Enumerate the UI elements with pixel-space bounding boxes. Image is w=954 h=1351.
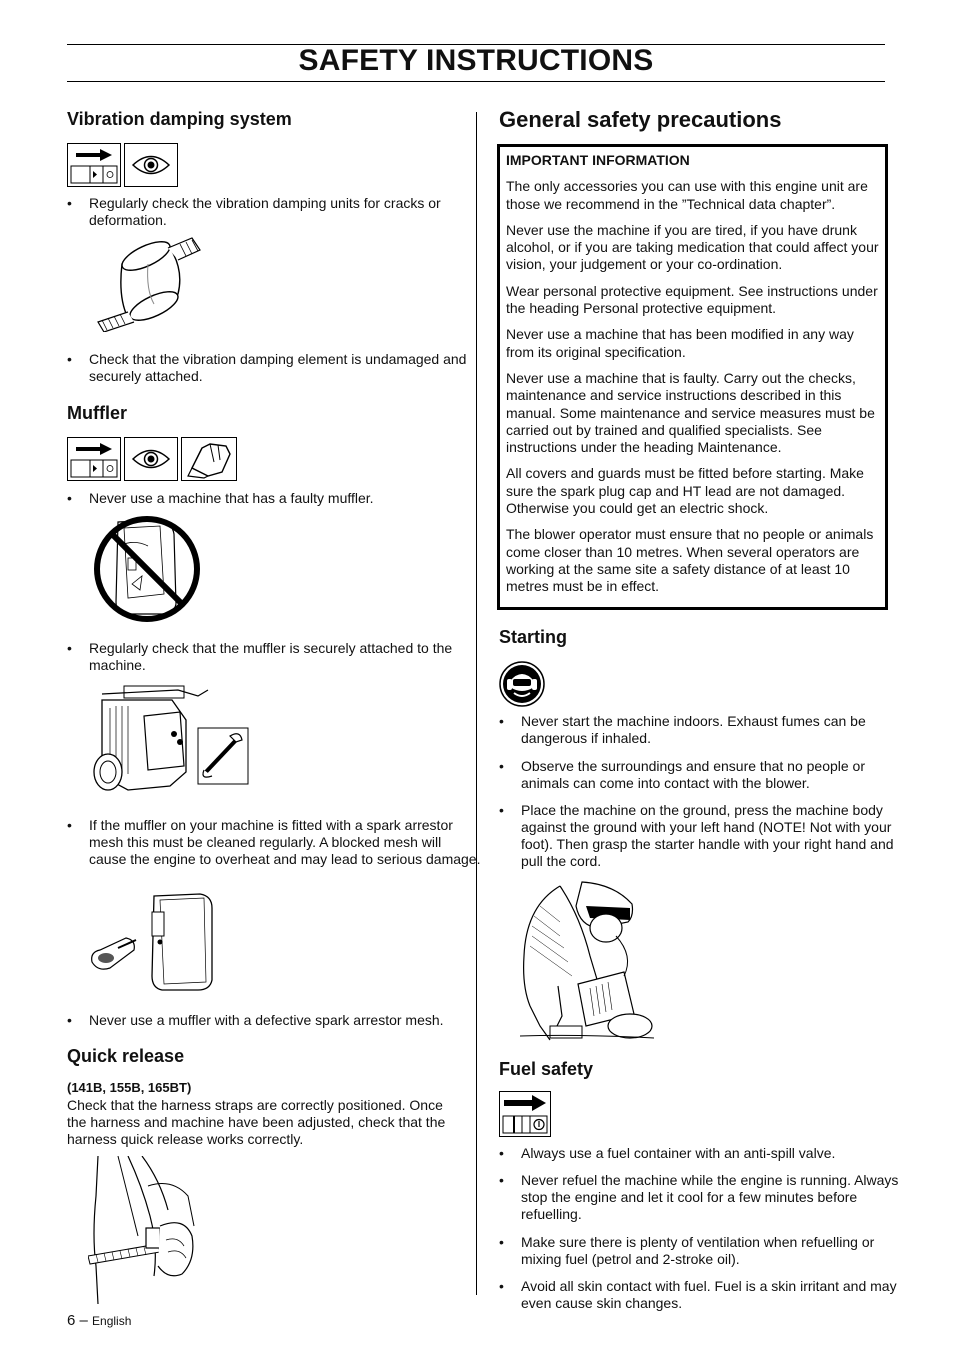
list-item: • Never use a muffler with a defective spark arrestor mesh.: [67, 1012, 481, 1029]
list-item: • Avoid all skin contact with fuel. Fuel is a skin irritant and may even cause skin changes.: [499, 1278, 911, 1312]
page-number: 6: [67, 1312, 76, 1329]
muffler-heading: Muffler: [67, 403, 127, 423]
quick-release-text: Check that the harness straps are correctly positioned. Once the harness and machine have been adjusted, check that the harness quick release works correctly.: [67, 1097, 446, 1147]
vibration-heading: Vibration damping system: [67, 109, 292, 129]
list-item: • Place the machine on the ground, press the machine body against the ground with your left hand (NOTE! Not with your foot). Then grasp the starter handle with your right hand and pull the cord.: [499, 802, 911, 870]
important-information-box: [497, 144, 888, 610]
harness-quick-release-illustration: [88, 1156, 200, 1304]
list-item: • Regularly check the vibration damping units for cracks or deformation.: [67, 195, 481, 229]
list-item: • Never refuel the machine while the engine is running. Always stop the engine and let it cool for a few minutes before refuelling.: [499, 1172, 911, 1223]
important-paragraph: Wear personal protective equipment. See instructions under the heading Personal protective equipment.: [506, 282, 878, 317]
list-item: • Regularly check that the muffler is securely attached to the machine.: [67, 640, 481, 674]
spark-arrestor-illustration: [88, 890, 218, 994]
starting-heading: Starting: [499, 627, 568, 647]
footer-dash: –: [79, 1312, 88, 1329]
list-item: • Observe the surroundings and ensure that no people or animals can come into contact with the blower.: [499, 758, 911, 792]
stop-engine-icon: [499, 1091, 551, 1137]
protective-glove-icon: [181, 437, 237, 481]
list-item: • Make sure there is plenty of ventilation when refuelling or mixing fuel (petrol and 2-stroke oil).: [499, 1234, 911, 1268]
list-item: • Always use a fuel container with an anti-spill valve.: [499, 1145, 911, 1162]
important-paragraph: All covers and guards must be fitted before starting. Make sure the spark plug cap and HT lead are not damaged. Otherwise you could get an electric shock.: [506, 465, 864, 517]
header-rule-bottom: [67, 81, 885, 82]
footer-language: English: [92, 1314, 132, 1328]
important-information-title: IMPORTANT INFORMATION: [506, 152, 690, 168]
general-safety-heading: General safety precautions: [499, 107, 782, 132]
list-item: • Never use a machine that has a faulty muffler.: [67, 490, 481, 507]
important-paragraph: The only accessories you can use with this engine unit are those we recommend in the ”Technical data chapter”.: [506, 178, 868, 212]
faulty-muffler-prohibited-illustration: [88, 514, 206, 624]
list-item: • Check that the vibration damping element is undamaged and securely attached.: [67, 351, 481, 385]
important-paragraph: Never use a machine that has been modified in any way from its original specification.: [506, 326, 854, 360]
important-paragraph: The blower operator must ensure that no people or animals come closer than 10 metres. When several operators are working at the same site a safety distance of at least 10 metres must be in effect.: [506, 526, 874, 595]
fuel-safety-heading: Fuel safety: [499, 1059, 594, 1079]
column-divider: [476, 112, 477, 1295]
stop-engine-icon: [67, 143, 121, 187]
stop-engine-icon: [67, 437, 121, 481]
muffler-attachment-illustration: [88, 680, 253, 798]
vibration-damper-illustration: [88, 234, 208, 332]
inspect-eye-icon: [124, 437, 178, 481]
page-title: SAFETY INSTRUCTIONS: [298, 44, 654, 77]
quick-release-models: (141B, 155B, 165BT): [67, 1080, 192, 1095]
quick-release-heading: Quick release: [67, 1046, 185, 1066]
starting-blower-illustration: [520, 876, 654, 1042]
ear-eye-protection-icon: [498, 661, 546, 707]
list-item: • If the muffler on your machine is fitted with a spark arrestor mesh this must be cleaned regularly. A blocked mesh will cause the engine to overheat and may lead to serious damage.: [67, 817, 481, 868]
important-paragraph: Never use a machine that is faulty. Carry out the checks, maintenance and service instructions described in this manual. Some maintenance and service measures must be carried out by trained and qualified specialists. See instructions under the heading Maintenance.: [506, 369, 875, 456]
inspect-eye-icon: [124, 143, 178, 187]
important-paragraph: Never use the machine if you are tired, if you have drunk alcohol, or if you are taking medication that could affect your vision, your judgement or your co-ordination.: [506, 221, 879, 273]
page-footer: [67, 1312, 131, 1329]
list-item: • Never start the machine indoors. Exhaust fumes can be dangerous if inhaled.: [499, 713, 911, 747]
